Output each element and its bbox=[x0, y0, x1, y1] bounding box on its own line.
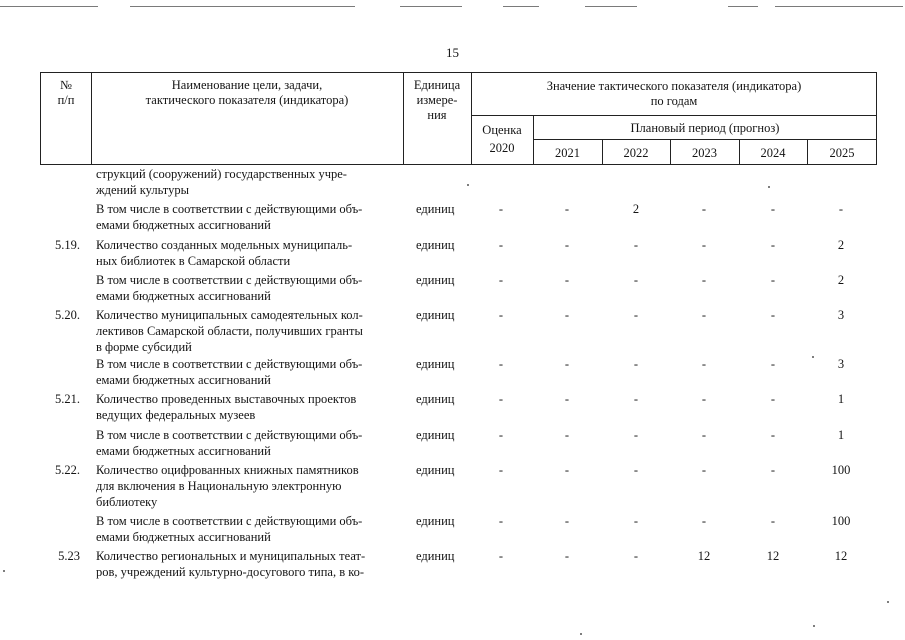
value-2024: - bbox=[770, 392, 776, 406]
scan-artifact-line bbox=[775, 6, 903, 7]
row-unit: единиц bbox=[416, 202, 455, 216]
scan-speck bbox=[768, 186, 770, 188]
scan-artifact-line bbox=[400, 6, 462, 7]
row-indicator-name: В том числе в соответствии с действующими объ- емами бюджетных ассигнований bbox=[96, 514, 363, 544]
value-2023: 12 bbox=[697, 549, 711, 563]
header-plan-period: Плановый период (прогноз) bbox=[630, 121, 780, 135]
header-values-title: Значение тактического показателя (индикатора) по годам bbox=[546, 79, 802, 108]
header-number-column: № п/п bbox=[57, 78, 75, 107]
row-number: 5.22. bbox=[55, 463, 80, 477]
value-2022: - bbox=[633, 392, 639, 406]
value-2022: - bbox=[633, 308, 639, 322]
row-number: 5.20. bbox=[55, 308, 80, 322]
value-2022: - bbox=[633, 549, 639, 563]
value-2025: 1 bbox=[837, 392, 845, 406]
value-2025: 2 bbox=[837, 273, 845, 287]
value-2022: - bbox=[633, 428, 639, 442]
scan-artifact-line bbox=[0, 6, 98, 7]
value-2025: 1 bbox=[837, 428, 845, 442]
value-2022: - bbox=[633, 463, 639, 477]
value-2023: - bbox=[701, 202, 707, 216]
value-2023: - bbox=[701, 392, 707, 406]
scan-speck bbox=[467, 184, 469, 186]
row-indicator-name: струкций (сооружений) государственных учре- ждений культуры bbox=[96, 167, 347, 197]
value-2024: - bbox=[770, 273, 776, 287]
row-unit: единиц bbox=[416, 273, 455, 287]
header-year-2021: 2021 bbox=[555, 146, 580, 160]
scan-artifact-line bbox=[585, 6, 637, 7]
value-2022: 2 bbox=[632, 202, 640, 216]
scan-speck bbox=[887, 601, 889, 603]
header-year-2022: 2022 bbox=[623, 146, 649, 160]
row-unit: единиц bbox=[416, 357, 455, 371]
value-2020: - bbox=[498, 308, 504, 322]
page-number: 15 bbox=[446, 45, 459, 60]
header-unit-column: Единица измере- ния bbox=[413, 78, 461, 122]
value-2022: - bbox=[633, 238, 639, 252]
value-2025: 100 bbox=[831, 514, 851, 528]
value-2020: - bbox=[498, 428, 504, 442]
value-2021: - bbox=[564, 549, 570, 563]
value-2020: - bbox=[498, 273, 504, 287]
value-2024: - bbox=[770, 308, 776, 322]
scan-artifact-line bbox=[130, 6, 355, 7]
value-2025: 3 bbox=[837, 308, 845, 322]
row-unit: единиц bbox=[416, 238, 455, 252]
row-indicator-name: В том числе в соответствии с действующими объ- емами бюджетных ассигнований bbox=[96, 428, 363, 458]
value-2024: - bbox=[770, 514, 776, 528]
row-unit: единиц bbox=[416, 392, 455, 406]
value-2021: - bbox=[564, 428, 570, 442]
row-number: 5.19. bbox=[55, 238, 80, 252]
value-2025: 100 bbox=[831, 463, 851, 477]
value-2020: - bbox=[498, 463, 504, 477]
value-2021: - bbox=[564, 308, 570, 322]
value-2020: - bbox=[498, 238, 504, 252]
value-2024: - bbox=[770, 463, 776, 477]
scan-artifact-line bbox=[503, 6, 539, 7]
row-unit: единиц bbox=[416, 428, 455, 442]
value-2025: - bbox=[838, 202, 844, 216]
value-2021: - bbox=[564, 273, 570, 287]
row-unit: единиц bbox=[416, 463, 455, 477]
row-number: 5.23 bbox=[58, 549, 80, 563]
value-2022: - bbox=[633, 273, 639, 287]
value-2021: - bbox=[564, 514, 570, 528]
value-2024: - bbox=[770, 202, 776, 216]
value-2024: 12 bbox=[766, 549, 780, 563]
row-number: 5.21. bbox=[55, 392, 80, 406]
value-2022: - bbox=[633, 357, 639, 371]
value-2020: - bbox=[498, 392, 504, 406]
header-year-2025: 2025 bbox=[829, 146, 855, 160]
row-indicator-name: В том числе в соответствии с действующими объ- емами бюджетных ассигнований bbox=[96, 357, 363, 387]
value-2024: - bbox=[770, 357, 776, 371]
value-2023: - bbox=[701, 514, 707, 528]
scan-artifact-line bbox=[728, 6, 758, 7]
value-2021: - bbox=[564, 202, 570, 216]
value-2025: 3 bbox=[837, 357, 845, 371]
row-divider bbox=[533, 139, 877, 140]
value-2023: - bbox=[701, 428, 707, 442]
value-2020: - bbox=[498, 514, 504, 528]
row-indicator-name: Количество оцифрованных книжных памятников для включения в Национальную электронную библиотеку bbox=[96, 463, 359, 509]
value-2023: - bbox=[701, 238, 707, 252]
value-2021: - bbox=[564, 238, 570, 252]
value-2023: - bbox=[701, 463, 707, 477]
row-unit: единиц bbox=[416, 514, 455, 528]
header-name-column: Наименование цели, задачи, тактического показателя (индикатора) bbox=[145, 78, 349, 107]
value-2025: 12 bbox=[834, 549, 848, 563]
row-indicator-name: Количество региональных и муниципальных теат- ров, учреждений культурно-досугового типа, в ко- bbox=[96, 549, 366, 579]
value-2022: - bbox=[633, 514, 639, 528]
value-2023: - bbox=[701, 357, 707, 371]
value-2023: - bbox=[701, 308, 707, 322]
value-2025: 2 bbox=[837, 238, 845, 252]
value-2024: - bbox=[770, 238, 776, 252]
value-2020: - bbox=[498, 549, 504, 563]
header-year-2023: 2023 bbox=[692, 146, 717, 160]
row-unit: единиц bbox=[416, 308, 455, 322]
row-indicator-name: В том числе в соответствии с действующими объ- емами бюджетных ассигнований bbox=[96, 202, 363, 232]
value-2023: - bbox=[701, 273, 707, 287]
value-2020: - bbox=[498, 357, 504, 371]
header-estimate-2020: Оценка 2020 bbox=[482, 123, 522, 155]
header-year-2024: 2024 bbox=[760, 146, 786, 160]
row-indicator-name: Количество муниципальных самодеятельных кол- лективов Самарской области, получивших гранты в форме субсидий bbox=[96, 308, 363, 354]
row-divider bbox=[471, 115, 877, 116]
scan-speck bbox=[3, 570, 5, 572]
scan-speck bbox=[580, 633, 582, 635]
value-2020: - bbox=[498, 202, 504, 216]
value-2021: - bbox=[564, 392, 570, 406]
value-2021: - bbox=[564, 357, 570, 371]
row-unit: единиц bbox=[416, 549, 455, 563]
scan-speck bbox=[812, 356, 814, 358]
row-indicator-name: Количество проведенных выставочных проектов ведущих федеральных музеев bbox=[96, 392, 357, 422]
scan-speck bbox=[813, 625, 815, 627]
value-2021: - bbox=[564, 463, 570, 477]
value-2024: - bbox=[770, 428, 776, 442]
row-indicator-name: Количество созданных модельных муниципаль- ных библиотек в Самарской области bbox=[96, 238, 353, 268]
row-indicator-name: В том числе в соответствии с действующими объ- емами бюджетных ассигнований bbox=[96, 273, 363, 303]
table-header bbox=[40, 72, 877, 165]
